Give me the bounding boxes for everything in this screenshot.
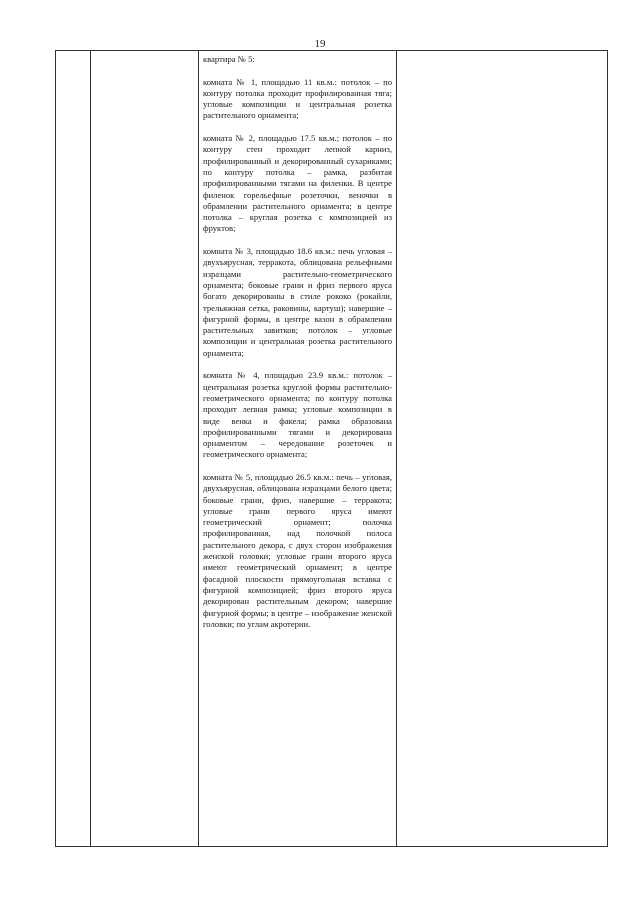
column-divider [90, 51, 91, 846]
column-divider [198, 51, 199, 846]
room-3-description: комната № 3, площадью 18.6 кв.м.: печь угловая – двухъярусная, терракота, облицована рельефными изразцами растительно-геометрического орнамента; боковые грани и фриз первого яруса богато декорированы в стиле рококо (рокайли, трельяжная сетка, раковины, картуш); навершие – фигурной формы, в центре вазон в обрамлении растительных завитков; потолок – угловые композиции и центральная розетка растительного орнамента; [203, 246, 392, 358]
document-table [55, 50, 608, 847]
column-divider [396, 51, 397, 846]
room-5-description: комната № 5, площадью 26.5 кв.м.: печь – угловая, двухъярусная, облицована изразцами белого цвета; боковые грани, фриз, навершие – терракота; угловые грани первого яруса имеют геометрический орнамент; полочка профилированная, над полочкой полоса растительного декора, с двух сторон изображения женской головки; угловые грани второго яруса имеют геометрический орнамент; в центре фасадной плоскости прямоугольная вставка с фигурной композицией; фриз второго яруса декорирован растительным декором; навершие фигурной формы; в центре – изображение женской головки; по углам акротерии. [203, 471, 392, 629]
page-number: 19 [314, 38, 326, 50]
apartment-heading: квартира № 5: [203, 54, 255, 64]
description-cell [203, 54, 392, 630]
room-2-description: комната № 2, площадью 17.5 кв.м.; потолок – по контуру стен проходит лепной карниз, профилированный и декорированный сухариками; по контуру потолка – рамка, разбитая профилированными тягами на филенки. В центре филенок горельефные розеточки, веночки в обрамлении растительного орнамента; в центре потолка – круглая розетка с композицией из фруктов; [203, 133, 392, 234]
room-4-description: комната № 4, площадью 23.9 кв.м.: потолок – центральная розетка круглой формы растительно- геометрического орнамента; по контуру потолка проходит лепная рамка; угловые композиции в виде венка и факела; рамка образована профилированными тягами и декорирована орнаментом – чередование розеточек и геометрического орнамента; [203, 370, 392, 460]
room-1-description: комната № 1, площадью 11 кв.м.: потолок – по контуру потолка проходит профилированная тяга; угловые композиции и центральная розетка растительного орнамента; [203, 76, 392, 121]
